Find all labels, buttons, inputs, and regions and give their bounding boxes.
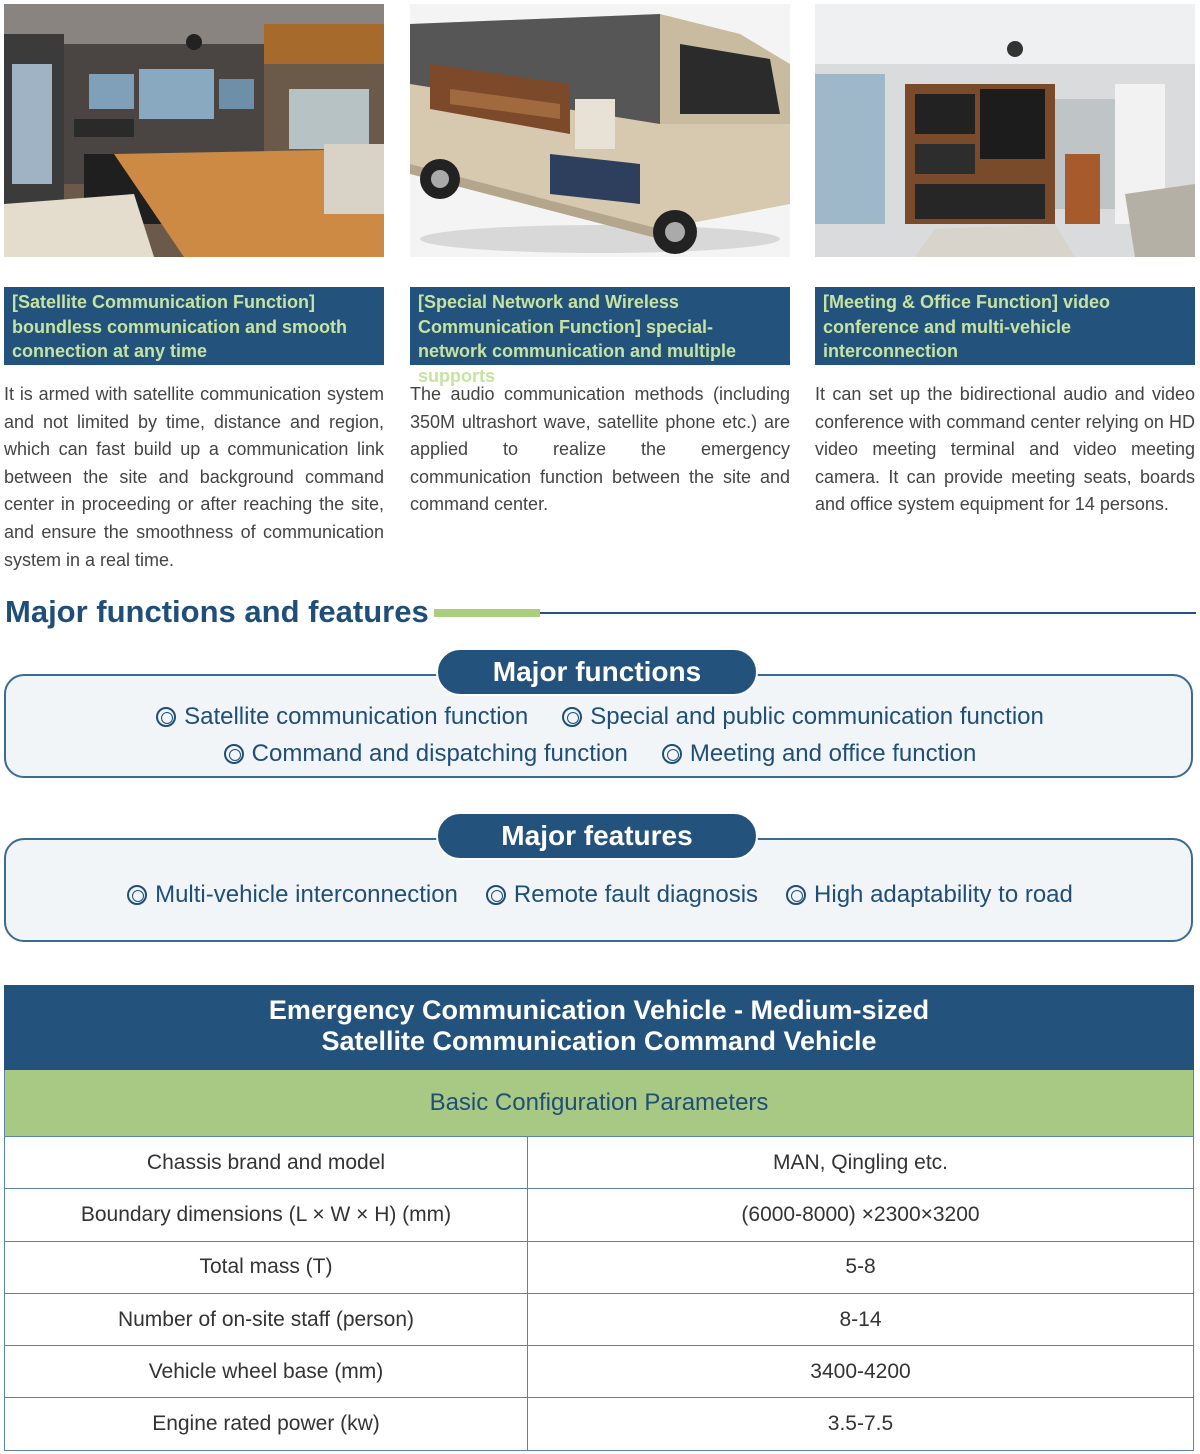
feature-item: High adaptability to road	[786, 881, 1073, 909]
circle-bullet-icon	[224, 744, 244, 764]
circle-bullet-icon	[127, 885, 147, 905]
functions-title: Major functions	[436, 648, 758, 696]
circle-bullet-icon	[562, 707, 582, 727]
feature-column-meeting	[815, 4, 1195, 515]
features-row	[0, 881, 1200, 909]
feature-item: Multi-vehicle interconnection	[127, 881, 458, 909]
title-divider	[540, 612, 1196, 614]
vehicle-cutaway-render	[410, 4, 790, 257]
satellite-caption: [Satellite Communication Function] boundless communication and smooth connection at any time	[4, 287, 384, 365]
circle-bullet-icon	[786, 885, 806, 905]
function-item: Command and dispatching function	[224, 740, 628, 768]
vehicle-cutaway-photo	[410, 4, 790, 257]
param-value: 3400-4200	[528, 1346, 1194, 1398]
feature-column-satellite	[4, 4, 384, 570]
feature-item: Remote fault diagnosis	[486, 881, 758, 909]
title-accent-bar	[434, 609, 540, 617]
param-label: Chassis brand and model	[5, 1137, 528, 1189]
command-room-photo	[4, 4, 384, 257]
meeting-caption: [Meeting & Office Function] video conference and multi-vehicle interconnection	[815, 287, 1195, 365]
param-label: Vehicle wheel base (mm)	[5, 1346, 528, 1398]
table-title	[4, 985, 1194, 1070]
equipment-rack-photo	[815, 4, 1195, 257]
table-subtitle: Basic Configuration Parameters	[4, 1070, 1194, 1136]
table-row	[5, 1398, 1194, 1450]
circle-bullet-icon	[486, 885, 506, 905]
circle-bullet-icon	[156, 707, 176, 727]
network-description: The audio communication methods (including 350M ultrashort wave, satellite phone etc.) are applied to realize the emergency communication function between the site and command center.	[410, 384, 790, 515]
table-row	[5, 1241, 1194, 1293]
feature-column-network	[410, 4, 790, 515]
param-value: MAN, Qingling etc.	[528, 1137, 1194, 1189]
param-label: Engine rated power (kw)	[5, 1398, 528, 1450]
param-value: 5-8	[528, 1241, 1194, 1293]
table-row	[5, 1189, 1194, 1241]
table-row	[5, 1346, 1194, 1398]
function-item: Meeting and office function	[662, 740, 976, 768]
param-value: 8-14	[528, 1293, 1194, 1345]
features-title: Major features	[436, 812, 758, 860]
parameters-table	[4, 985, 1194, 1451]
param-label: Total mass (T)	[5, 1241, 528, 1293]
param-label: Number of on-site staff (person)	[5, 1293, 528, 1345]
satellite-description: It is armed with satellite communication system and not limited by time, distance and region, which can fast build up a communication link between the site and background command center in proceeding or after reaching the site, and ensure the smoothness of communication system in a real time.	[4, 384, 384, 570]
table-row	[5, 1137, 1194, 1189]
table-title-line-2: Satellite Communication Command Vehicle	[321, 1026, 877, 1056]
equipment-rack-interior-photo	[815, 4, 1195, 257]
meeting-description: It can set up the bidirectional audio and video conference with command center relying on HD video meeting terminal and video meeting camera. It can provide meeting seats, boards and office system equipment for 14 persons.	[815, 384, 1195, 515]
parameters-grid	[4, 1136, 1194, 1451]
functions-row-1	[0, 703, 1200, 731]
network-caption: [Special Network and Wireless Communication Function] special-network communication and multiple supports	[410, 287, 790, 365]
circle-bullet-icon	[662, 744, 682, 764]
command-room-interior-photo	[4, 4, 384, 257]
section-title: Major functions and features	[5, 594, 429, 629]
param-value: 3.5-7.5	[528, 1398, 1194, 1450]
param-value: (6000-8000) ×2300×3200	[528, 1189, 1194, 1241]
table-row	[5, 1293, 1194, 1345]
table-title-line-1: Emergency Communication Vehicle - Medium-sized	[268, 995, 930, 1025]
function-item: Special and public communication function	[562, 703, 1044, 731]
functions-row-2	[0, 740, 1200, 768]
param-label: Boundary dimensions (L × W × H) (mm)	[5, 1189, 528, 1241]
function-item: Satellite communication function	[156, 703, 528, 731]
